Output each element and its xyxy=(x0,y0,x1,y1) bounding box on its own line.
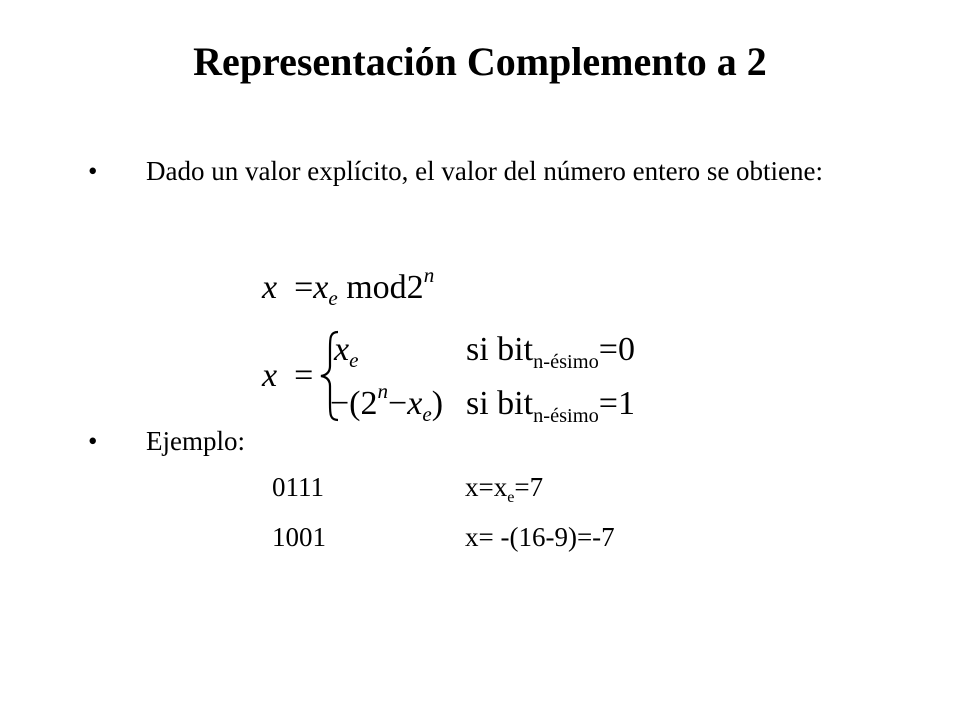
example-result xyxy=(465,470,543,508)
example-result-prefix: x=x xyxy=(465,472,508,502)
case2-minus: − xyxy=(388,385,408,422)
piecewise-case2-condition xyxy=(466,384,635,428)
case1-cond-prefix: si bit xyxy=(466,331,534,368)
formula-mod xyxy=(262,263,435,311)
case2-cond-prefix: si bit xyxy=(466,385,534,422)
formula-var-subscript: e xyxy=(328,286,338,311)
example-result-subscript: e xyxy=(507,487,515,506)
case1-var: x xyxy=(334,331,350,368)
example-binary: 0111 xyxy=(272,472,324,502)
case1-var-subscript: e xyxy=(349,348,359,373)
formula-exponent: n xyxy=(423,263,435,288)
case1-cond-subscript: n-ésimo xyxy=(533,351,599,374)
example-result xyxy=(465,520,615,558)
bullet-text-definition: Dado un valor explícito, el valor del número entero se obtiene: xyxy=(146,156,824,186)
piecewise-lhs xyxy=(262,356,313,396)
case2-var: x xyxy=(407,385,423,422)
slide-title: Representación Complemento a 2 xyxy=(193,39,767,84)
case2-cond-rhs: =1 xyxy=(598,385,635,422)
example-result-prefix: x= -(16-9)=-7 xyxy=(465,522,615,552)
case1-cond-rhs: =0 xyxy=(598,331,635,368)
bullet-text-example: Ejemplo: xyxy=(146,426,245,456)
piecewise-lhs-var: x xyxy=(262,357,278,394)
case2-cond-subscript: n-ésimo xyxy=(533,405,599,428)
formula-var: x xyxy=(313,269,329,306)
formula-equals: = xyxy=(294,269,314,306)
case2-prefix: −(2 xyxy=(330,385,378,422)
case2-suffix: ) xyxy=(431,385,444,422)
formula-lhs-var: x xyxy=(262,269,278,306)
bullet-marker: • xyxy=(88,156,98,186)
piecewise-equals: = xyxy=(294,357,314,394)
formula-operator: mod2 xyxy=(346,269,424,306)
bullet-marker: • xyxy=(88,426,98,456)
piecewise-case2-value xyxy=(330,379,444,427)
example-result-suffix: =7 xyxy=(514,472,544,502)
piecewise-case1-condition xyxy=(466,330,635,374)
case2-var-subscript: e xyxy=(422,402,432,427)
piecewise-case1-value xyxy=(334,330,358,373)
case2-exponent: n xyxy=(377,379,389,404)
example-binary: 1001 xyxy=(272,522,326,552)
